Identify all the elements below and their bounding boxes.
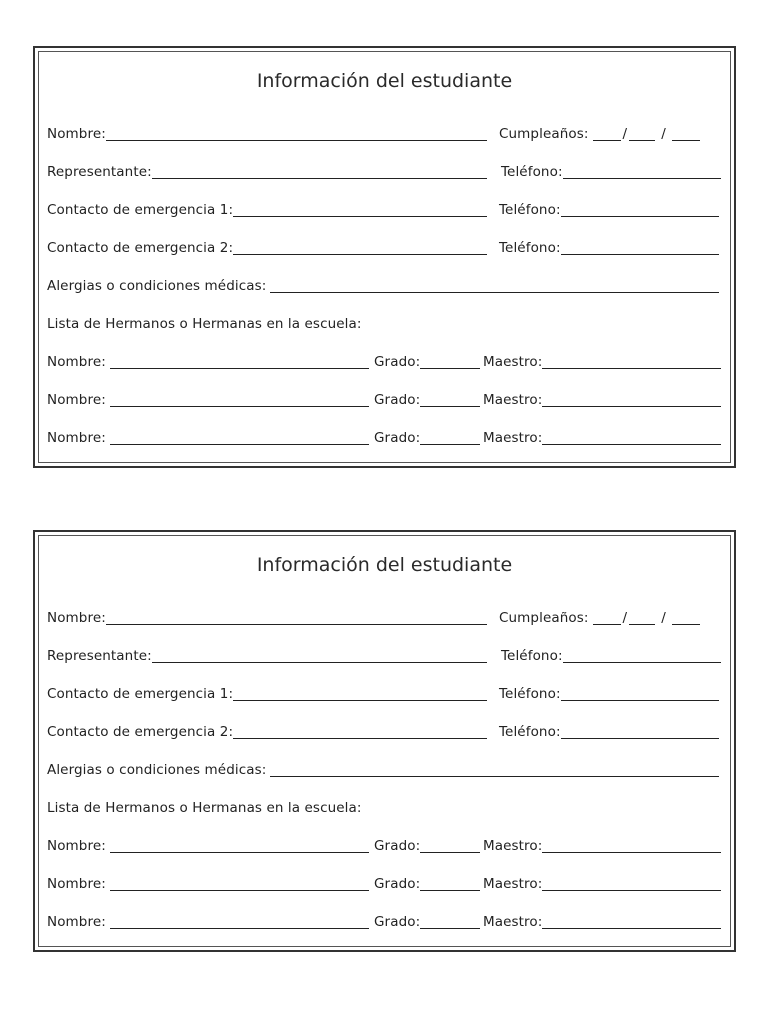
phone-line[interactable] <box>561 724 719 739</box>
emergency-contact-2-field[interactable] <box>47 238 487 258</box>
sibling-name-line[interactable] <box>110 430 369 445</box>
representative-field[interactable] <box>47 162 487 182</box>
sibling-name-label: Nombre: <box>47 876 106 892</box>
sibling-name-line[interactable] <box>110 392 369 407</box>
sibling-grade-field[interactable] <box>374 836 480 856</box>
emergency-contact-1-row <box>47 200 718 220</box>
phone-label: Teléfono: <box>499 202 561 218</box>
representative-row <box>47 646 718 666</box>
siblings-heading-row <box>47 798 718 818</box>
teacher-line[interactable] <box>542 838 721 853</box>
teacher-label: Maestro: <box>483 392 543 408</box>
birthday-month-line[interactable] <box>629 610 655 625</box>
grade-label: Grado: <box>374 914 421 930</box>
student-name-label: Nombre: <box>47 610 106 626</box>
sibling-row <box>47 836 718 856</box>
allergies-label: Alergias o condiciones médicas: <box>47 762 267 778</box>
birthday-field[interactable] <box>499 608 731 628</box>
grade-line[interactable] <box>420 876 480 891</box>
siblings-label: Lista de Hermanos o Hermanas en la escuela: <box>47 316 362 332</box>
grade-label: Grado: <box>374 430 421 446</box>
emergency-1-phone-field[interactable] <box>499 200 719 220</box>
teacher-line[interactable] <box>542 914 721 929</box>
teacher-label: Maestro: <box>483 914 543 930</box>
siblings-heading <box>47 314 719 334</box>
representative-line[interactable] <box>152 164 487 179</box>
birthday-month-line[interactable] <box>629 126 655 141</box>
name-row <box>47 608 718 628</box>
birthday-separator: / <box>661 610 666 626</box>
grade-label: Grado: <box>374 354 421 370</box>
sibling-name-label: Nombre: <box>47 392 106 408</box>
emergency-contact-1-label: Contacto de emergencia 1: <box>47 686 234 702</box>
phone-label: Teléfono: <box>499 240 561 256</box>
teacher-label: Maestro: <box>483 838 543 854</box>
phone-line[interactable] <box>563 164 721 179</box>
sibling-name-label: Nombre: <box>47 914 106 930</box>
sibling-name-field[interactable] <box>47 390 369 410</box>
phone-label: Teléfono: <box>499 724 561 740</box>
siblings-label: Lista de Hermanos o Hermanas en la escuela: <box>47 800 362 816</box>
sibling-name-line[interactable] <box>110 914 369 929</box>
card-inner-border <box>38 51 731 463</box>
grade-line[interactable] <box>420 392 480 407</box>
emergency-contact-2-line[interactable] <box>233 240 487 255</box>
representative-label: Representante: <box>47 648 152 664</box>
teacher-line[interactable] <box>542 392 721 407</box>
student-name-line[interactable] <box>106 126 487 141</box>
grade-label: Grado: <box>374 838 421 854</box>
representative-label: Representante: <box>47 164 152 180</box>
allergies-row <box>47 276 718 296</box>
teacher-label: Maestro: <box>483 430 543 446</box>
sibling-grade-field[interactable] <box>374 912 480 932</box>
siblings-heading <box>47 798 719 818</box>
sibling-grade-field[interactable] <box>374 352 480 372</box>
birthday-label: Cumpleaños: <box>499 126 589 142</box>
sibling-grade-field[interactable] <box>374 874 480 894</box>
emergency-2-phone-field[interactable] <box>499 722 719 742</box>
sibling-name-label: Nombre: <box>47 354 106 370</box>
sibling-row <box>47 390 718 410</box>
student-name-field[interactable] <box>47 608 487 628</box>
sibling-row <box>47 912 718 932</box>
allergies-label: Alergias o condiciones médicas: <box>47 278 267 294</box>
emergency-contact-2-row <box>47 722 718 742</box>
sibling-name-field[interactable] <box>47 428 369 448</box>
student-name-field[interactable] <box>47 124 487 144</box>
sibling-row <box>47 874 718 894</box>
grade-line[interactable] <box>420 354 480 369</box>
sibling-name-label: Nombre: <box>47 430 106 446</box>
sibling-row <box>47 428 718 448</box>
birthday-year-line[interactable] <box>672 126 700 141</box>
emergency-contact-2-label: Contacto de emergencia 2: <box>47 724 234 740</box>
grade-label: Grado: <box>374 876 421 892</box>
emergency-contact-1-row <box>47 684 718 704</box>
allergies-field[interactable] <box>47 760 719 780</box>
student-info-card-1 <box>33 46 736 468</box>
birthday-day-line[interactable] <box>593 126 621 141</box>
phone-label: Teléfono: <box>499 686 561 702</box>
teacher-line[interactable] <box>542 876 721 891</box>
phone-line[interactable] <box>561 202 719 217</box>
emergency-contact-2-row <box>47 238 718 258</box>
phone-label: Teléfono: <box>501 648 563 664</box>
grade-label: Grado: <box>374 392 421 408</box>
sibling-name-line[interactable] <box>110 876 369 891</box>
grade-line[interactable] <box>420 914 480 929</box>
emergency-contact-2-line[interactable] <box>233 724 487 739</box>
sibling-teacher-field[interactable] <box>483 428 721 448</box>
allergies-line[interactable] <box>270 278 719 293</box>
phone-line[interactable] <box>563 648 721 663</box>
birthday-separator: / <box>622 610 628 626</box>
sibling-teacher-field[interactable] <box>483 390 721 410</box>
sibling-name-label: Nombre: <box>47 838 106 854</box>
birthday-year-line[interactable] <box>672 610 700 625</box>
siblings-heading-row <box>47 314 718 334</box>
allergies-row <box>47 760 718 780</box>
phone-line[interactable] <box>561 240 719 255</box>
representative-row <box>47 162 718 182</box>
emergency-contact-1-label: Contacto de emergencia 1: <box>47 202 234 218</box>
representative-field[interactable] <box>47 646 487 666</box>
sibling-row <box>47 352 718 372</box>
sibling-name-line[interactable] <box>110 838 369 853</box>
emergency-contact-2-field[interactable] <box>47 722 487 742</box>
sibling-teacher-field[interactable] <box>483 874 721 894</box>
student-info-card-2 <box>33 530 736 952</box>
birthday-separator: / <box>661 126 666 142</box>
allergies-field[interactable] <box>47 276 719 296</box>
birthday-field[interactable] <box>499 124 731 144</box>
sibling-name-field[interactable] <box>47 912 369 932</box>
sibling-name-field[interactable] <box>47 836 369 856</box>
sibling-name-field[interactable] <box>47 874 369 894</box>
phone-line[interactable] <box>561 686 719 701</box>
emergency-contact-2-label: Contacto de emergencia 2: <box>47 240 234 256</box>
birthday-label: Cumpleaños: <box>499 610 589 626</box>
sibling-teacher-field[interactable] <box>483 836 721 856</box>
sibling-teacher-field[interactable] <box>483 912 721 932</box>
sibling-name-line[interactable] <box>110 354 369 369</box>
teacher-label: Maestro: <box>483 354 543 370</box>
name-row <box>47 124 718 144</box>
emergency-2-phone-field[interactable] <box>499 238 719 258</box>
teacher-label: Maestro: <box>483 876 543 892</box>
emergency-contact-1-field[interactable] <box>47 200 487 220</box>
teacher-line[interactable] <box>542 430 721 445</box>
sibling-grade-field[interactable] <box>374 428 480 448</box>
birthday-day-line[interactable] <box>593 610 621 625</box>
teacher-line[interactable] <box>542 354 721 369</box>
phone-label: Teléfono: <box>501 164 563 180</box>
emergency-1-phone-field[interactable] <box>499 684 719 704</box>
grade-line[interactable] <box>420 430 480 445</box>
sibling-grade-field[interactable] <box>374 390 480 410</box>
sibling-teacher-field[interactable] <box>483 352 721 372</box>
representative-line[interactable] <box>152 648 487 663</box>
allergies-line[interactable] <box>270 762 719 777</box>
emergency-contact-1-line[interactable] <box>233 686 487 701</box>
emergency-contact-1-field[interactable] <box>47 684 487 704</box>
emergency-contact-1-line[interactable] <box>233 202 487 217</box>
card-inner-border <box>38 535 731 947</box>
grade-line[interactable] <box>420 838 480 853</box>
representative-phone-field[interactable] <box>501 162 721 182</box>
representative-phone-field[interactable] <box>501 646 721 666</box>
student-name-label: Nombre: <box>47 126 106 142</box>
card-title: Información del estudiante <box>256 70 513 92</box>
student-name-line[interactable] <box>106 610 487 625</box>
birthday-separator: / <box>622 126 628 142</box>
sibling-name-field[interactable] <box>47 352 369 372</box>
card-title: Información del estudiante <box>256 554 513 576</box>
